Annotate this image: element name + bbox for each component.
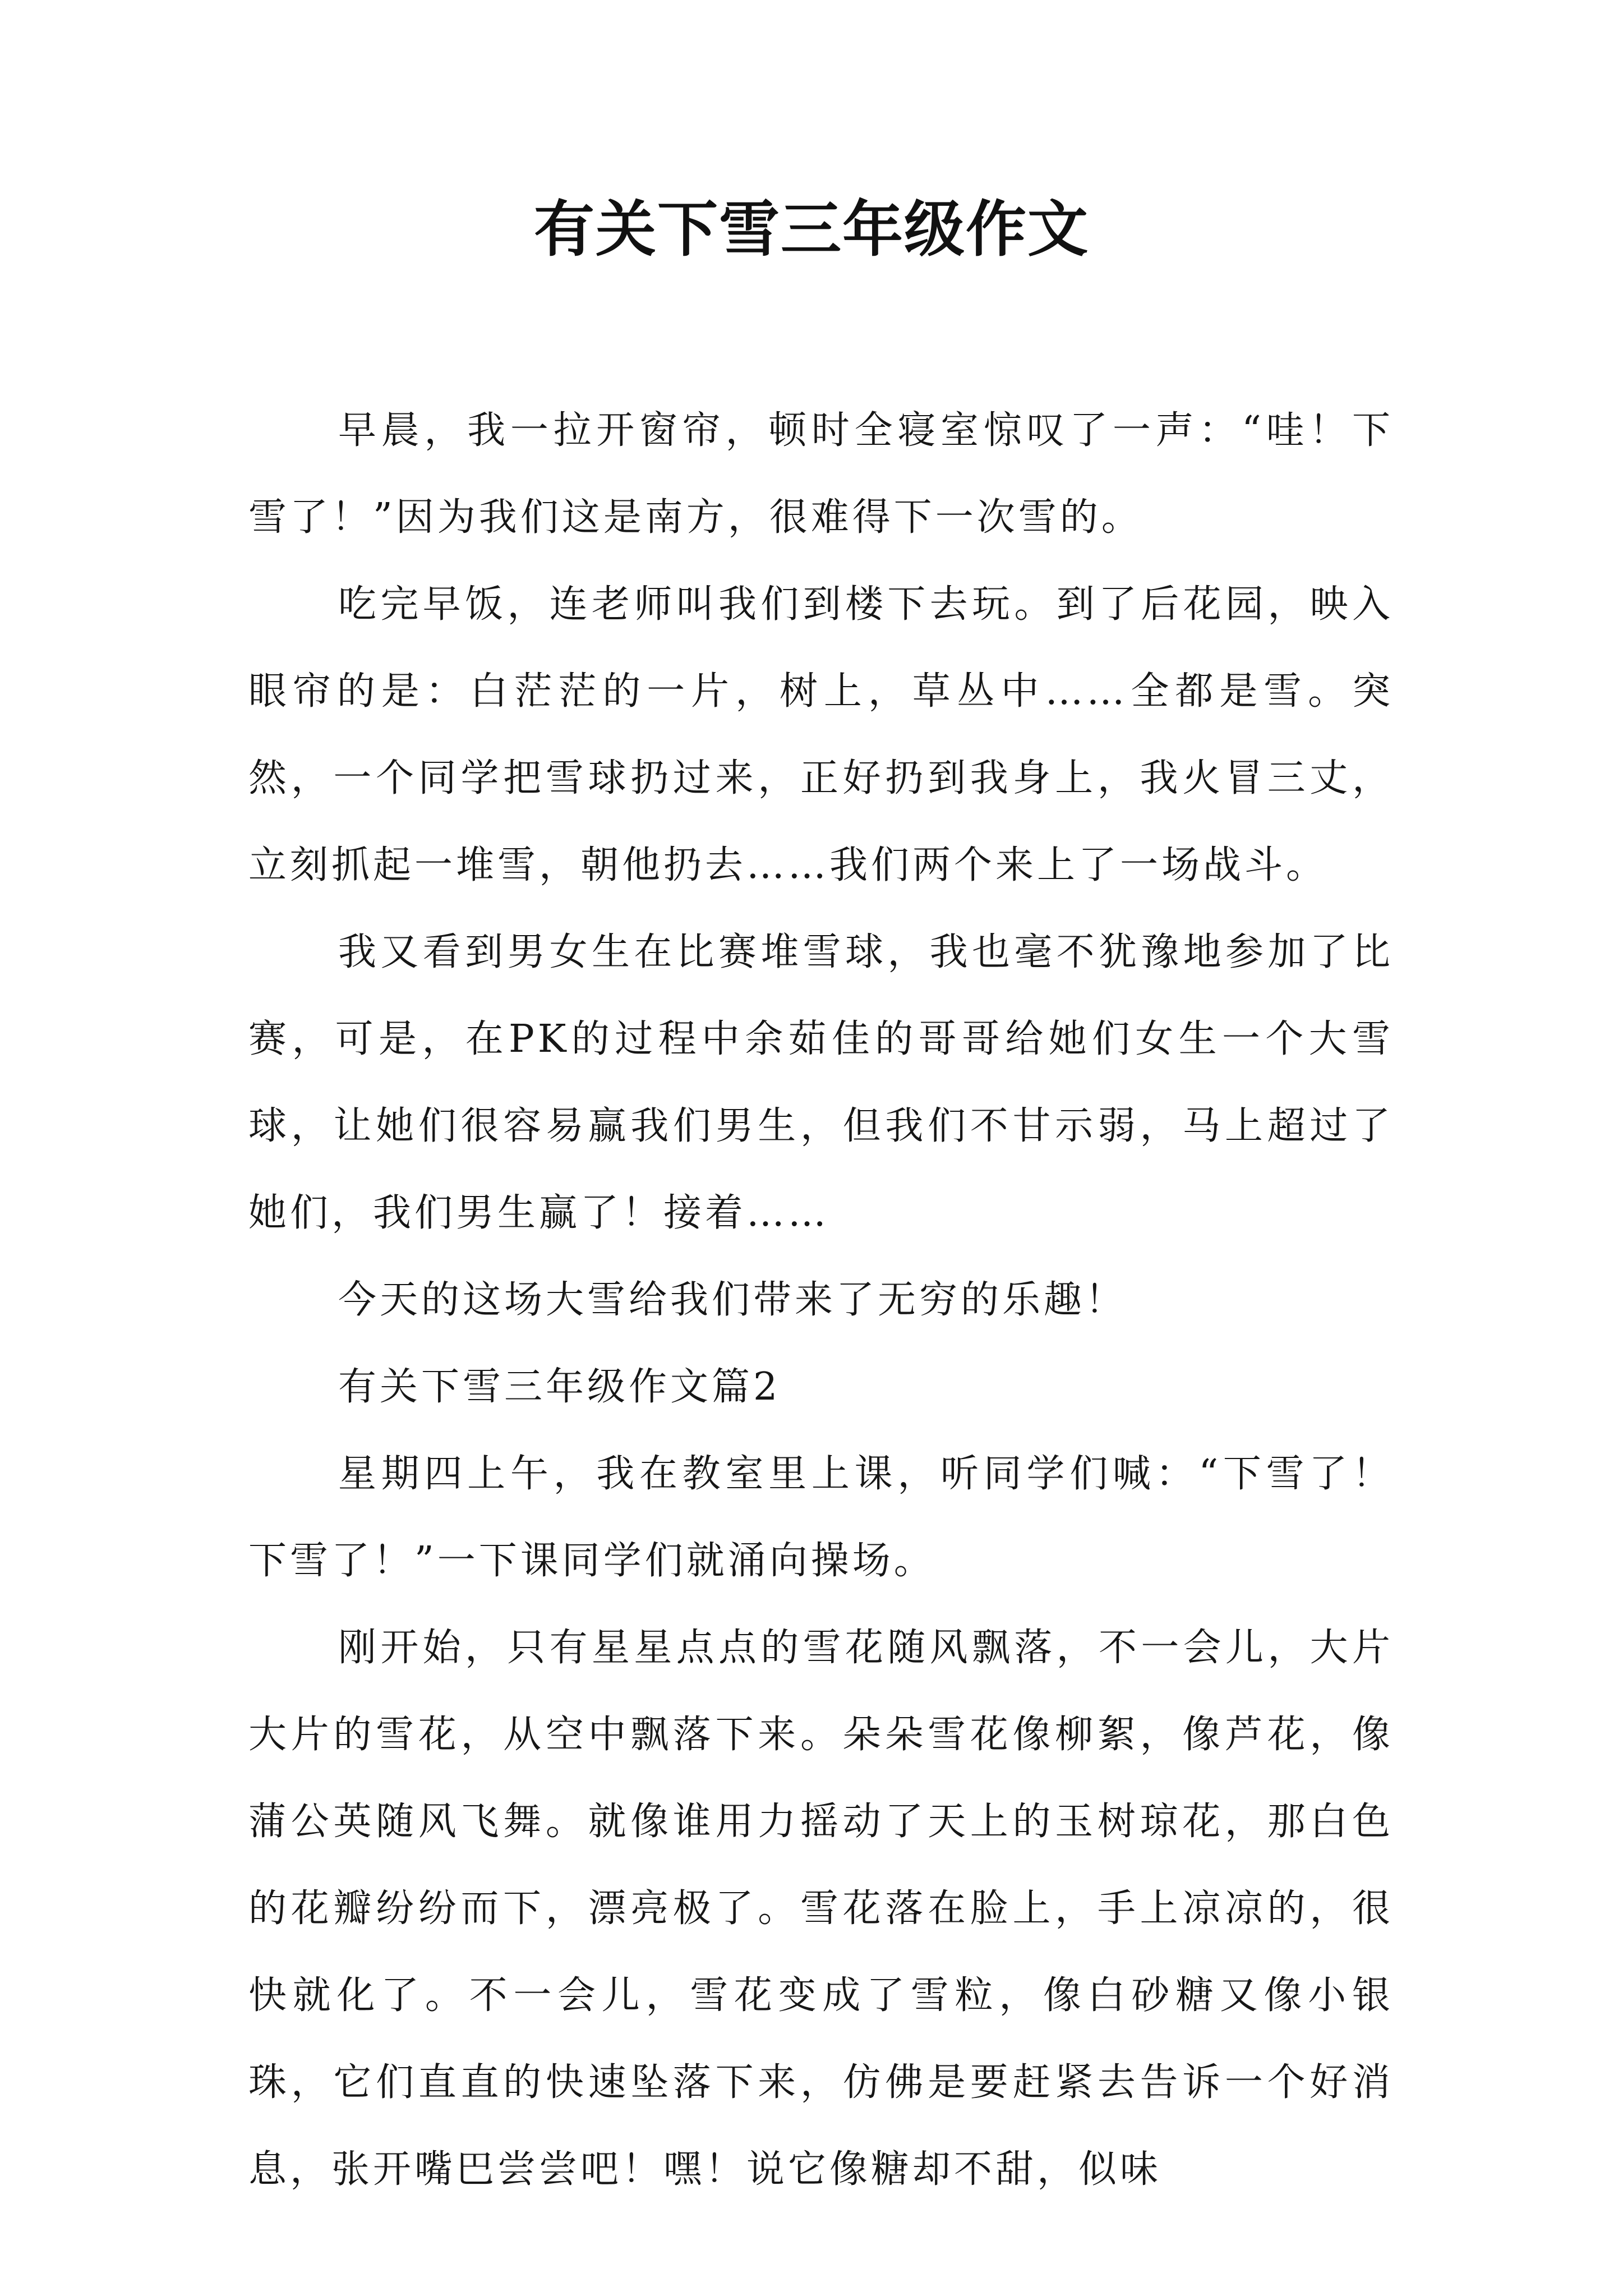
paragraph-1: 早晨，我一拉开窗帘，顿时全寝室惊叹了一声：“哇！下雪了！”因为我们这是南方，很难得下一次雪的。 [248, 408, 1394, 540]
document-body [248, 387, 1394, 2213]
paragraph-5: 星期四上午，我在教室里上课，听同学们喊：“下雪了！下雪了！”一下课同学们就涌向操场。 [248, 1452, 1394, 1583]
paragraph-6: 刚开始，只有星星点点的雪花随风飘落，不一会儿，大片大片的雪花，从空中飘落下来。朵朵雪花像柳絮，像芦花，像蒲公英随风飞舞。就像谁用力摇动了天上的玉树琼花，那白色的花瓣纷纷而下，漂亮极了。雪花落在脸上，手上凉凉的，很快就化了。不一会儿，雪花变成了雪粒，像白砂糖又像小银珠，它们直直的快速坠落下来，仿佛是要赶紧去告诉一个好消息，张开嘴巴尝尝吧！嘿！说它像糖却不甜，似味 [248, 1626, 1394, 2192]
section-heading-2: 有关下雪三年级作文篇2 [338, 1365, 781, 1409]
paragraph-3: 我又看到男女生在比赛堆雪球，我也毫不犹豫地参加了比赛，可是，在PK的过程中余茹佳的哥哥给她们女生一个大雪球，让她们很容易赢我们男生，但我们不甘示弱，马上超过了她们，我们男生赢了！接着…… [248, 930, 1394, 1235]
document-title: 有关下雪三年级作文 [533, 195, 1089, 265]
paragraph-4: 今天的这场大雪给我们带来了无穷的乐趣！ [338, 1278, 1127, 1322]
paragraph-2: 吃完早饭，连老师叫我们到楼下去玩。到了后花园，映入眼帘的是：白茫茫的一片，树上，草丛中……全都是雪。突然，一个同学把雪球扔过来，正好扔到我身上，我火冒三丈，立刻抓起一堆雪，朝他扔去……我们两个来上了一场战斗。 [248, 582, 1394, 887]
